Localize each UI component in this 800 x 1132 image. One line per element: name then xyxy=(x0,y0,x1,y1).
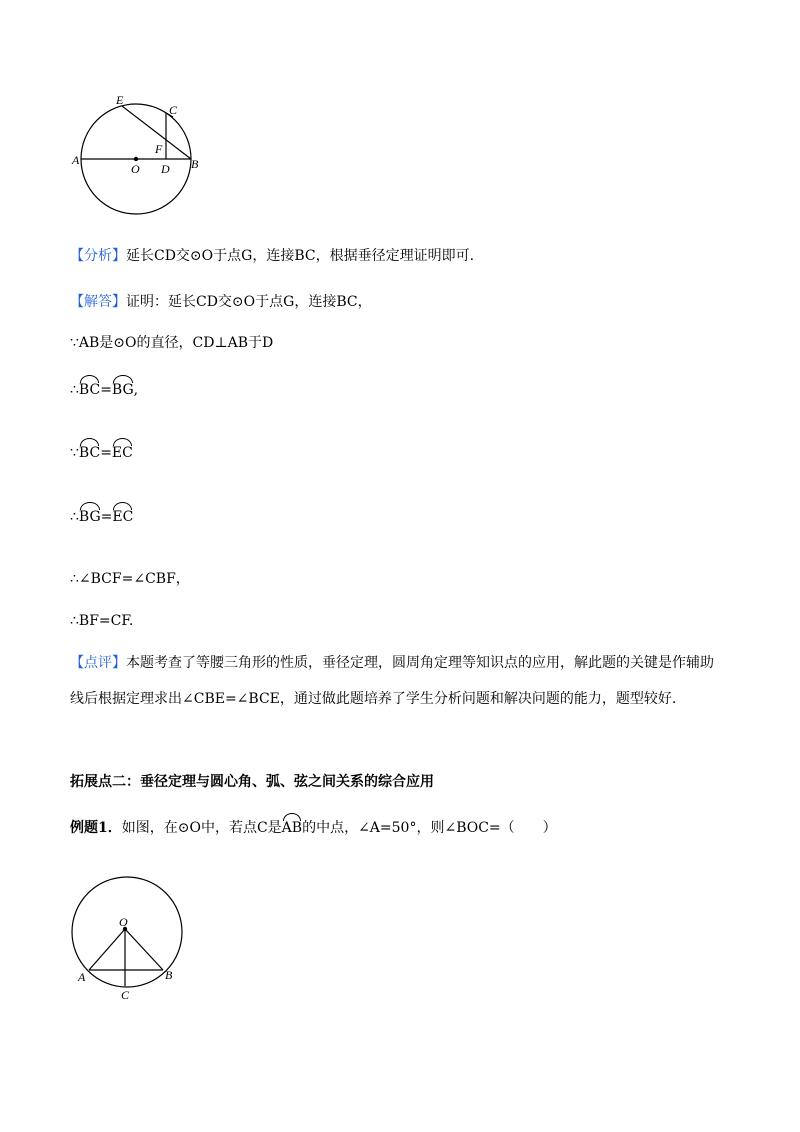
radius-ob xyxy=(125,929,163,970)
example-1-question xyxy=(70,818,557,838)
arc-bg: BG xyxy=(78,509,101,525)
comment-line-1 xyxy=(70,653,714,673)
analysis-line xyxy=(70,246,474,266)
center-point-o xyxy=(134,157,138,161)
step-3-symbol: ∵ xyxy=(70,445,79,461)
step-3 xyxy=(70,443,133,463)
label-b: B xyxy=(165,968,173,982)
step-2 xyxy=(70,380,138,400)
example-text-post: 的中点，∠A=50°，则∠BOC=（ ） xyxy=(302,820,557,836)
label-o: O xyxy=(131,162,140,176)
solution-tag: 【解答】 xyxy=(70,294,126,310)
arc-ec: EC xyxy=(112,509,134,525)
arc-ab: AB xyxy=(281,820,303,836)
step-4-eq: = xyxy=(100,509,113,525)
label-o: O xyxy=(119,915,128,929)
label-f: F xyxy=(155,142,163,156)
step-6: ∴BF=CF. xyxy=(70,613,134,629)
solution-line xyxy=(70,292,372,312)
comment-line-2: 线后根据定理求出∠CBE=∠BCE，通过做此题培养了学生分析问题和解决问题的能力，题型较好. xyxy=(70,691,677,707)
step-3-eq: = xyxy=(100,445,112,461)
label-d: D xyxy=(161,162,170,176)
arc-bg: BG xyxy=(111,382,134,398)
step-1: ∵AB是⊙O的直径，CD⊥AB于D xyxy=(70,335,274,351)
section-title: 拓展点二：垂径定理与圆心角、弧、弦之间关系的综合应用 xyxy=(70,774,434,790)
figure-circle-midpoint-diagram xyxy=(70,875,195,1005)
comment-text-1: 本题考查了等腰三角形的性质，垂径定理，圆周角定理等知识点的应用，解此题的关键是作辅助 xyxy=(126,655,714,671)
example-text-pre: 如图，在⊙O中，若点C是 xyxy=(121,820,282,836)
comment-tag: 【点评】 xyxy=(70,655,126,671)
arc-ec: EC xyxy=(111,445,133,461)
arc-bc: BC xyxy=(78,382,101,398)
step-4-symbol: ∴ xyxy=(70,509,79,525)
label-e: E xyxy=(116,93,124,107)
arc-bc: BC xyxy=(78,445,101,461)
analysis-tag: 【分析】 xyxy=(70,248,126,264)
step-2-symbol: ∴ xyxy=(70,382,79,398)
label-a: A xyxy=(78,970,86,984)
step-2-post: , xyxy=(133,382,139,398)
label-c: C xyxy=(121,988,130,1002)
step-4 xyxy=(70,507,133,527)
label-a: A xyxy=(72,153,80,167)
figure-circle-chord-diagram xyxy=(70,90,210,220)
solution-text: 证明：延长CD交⊙O于点G，连接BC， xyxy=(126,294,372,310)
radius-oa xyxy=(89,929,125,970)
label-c: C xyxy=(169,103,178,117)
step-2-eq: = xyxy=(100,382,112,398)
example-label: 例题1． xyxy=(70,820,122,836)
step-5: ∴∠BCF=∠CBF， xyxy=(70,571,190,587)
label-b: B xyxy=(191,157,199,171)
analysis-text: 延长CD交⊙O于点G，连接BC，根据垂径定理证明即可. xyxy=(126,248,475,264)
